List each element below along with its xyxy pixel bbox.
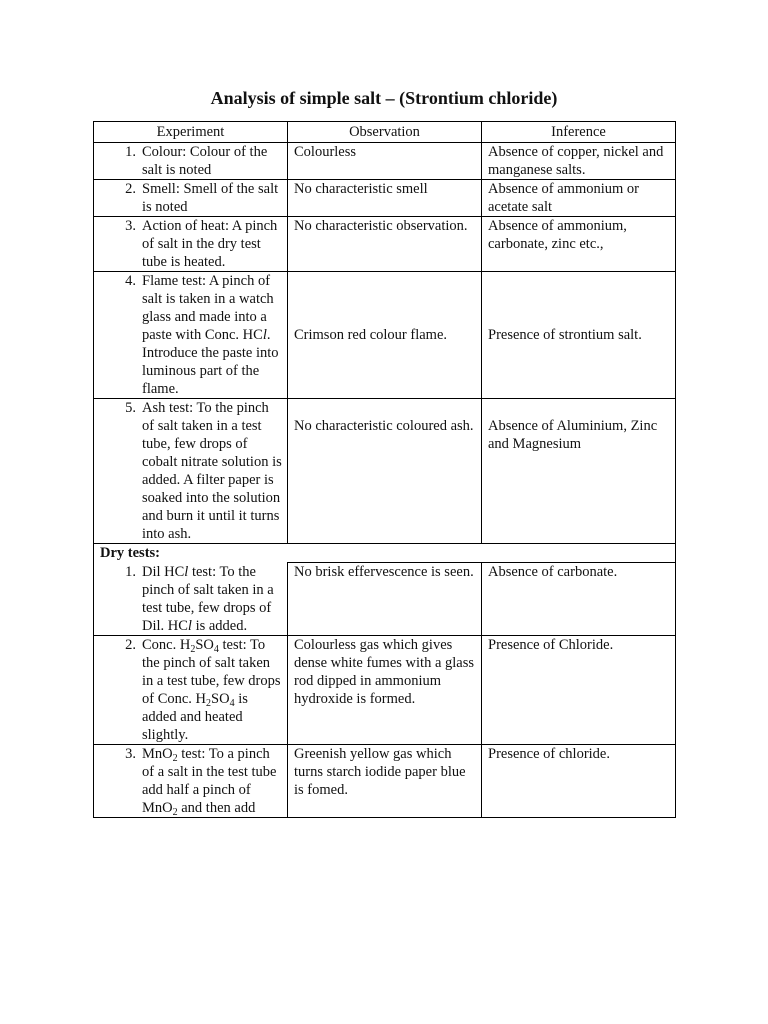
experiment-cell [94, 563, 288, 636]
inference-cell: Absence of ammonium, carbonate, zinc etc., [482, 217, 676, 272]
row-number: 2. [125, 636, 136, 653]
observation-cell: Crimson red colour flame. [288, 272, 482, 399]
row-number: 2. [125, 181, 136, 197]
inference-cell: Absence of carbonate. [482, 563, 676, 636]
observation-cell: No characteristic smell [288, 180, 482, 217]
row-number: 3. [125, 218, 136, 234]
experiment-text: Colour: Colour of the salt is noted [142, 144, 268, 178]
inference-cell: Absence of Aluminium, Zinc and Magnesium [482, 399, 676, 544]
observation-cell: Colourless [288, 143, 482, 180]
experiment-text: MnO$_2$ test: To a pinch of a salt in the test tube add half a pinch of MnO$_2$ and then add [142, 745, 277, 818]
table-row [94, 563, 676, 636]
inference-cell: Presence of strontium salt. [482, 272, 676, 399]
inference-cell: Absence of ammonium or acetate salt [482, 180, 676, 217]
experiment-text: Flame test: A pinch of salt is taken in a watch glass and made into a paste with Conc. HCl. Introduce the paste into luminous part of the flame. [142, 273, 279, 397]
row-number: 5. [125, 400, 136, 416]
table-header-row [94, 122, 676, 143]
experiment-text: Ash test: To the pinch of salt taken in a test tube, few drops of cobalt nitrate solution is added. A filter paper is soaked into the solution and burn it until it turns into ash. [142, 400, 282, 542]
table-row [94, 217, 676, 272]
observation-cell: No brisk effervescence is seen. [288, 563, 482, 636]
header-inference: Inference [482, 122, 676, 143]
header-observation: Observation [288, 122, 482, 143]
experiment-cell [94, 744, 288, 817]
experiment-cell [94, 272, 288, 399]
experiment-cell [94, 635, 288, 744]
experiment-text: Smell: Smell of the salt is noted [142, 181, 279, 215]
table-row [94, 635, 676, 744]
row-number: 3. [125, 745, 136, 762]
observation-cell: No characteristic observation. [288, 217, 482, 272]
table-row [94, 272, 676, 399]
experiment-text: Conc. $H_2SO_4$ test: To the pinch of salt taken in a test tube, few drops of Conc. $H_2SO_4$ is added and heated slightly. [142, 636, 281, 743]
observation-cell: No characteristic coloured ash. [288, 399, 482, 544]
section-row-dry-tests [94, 544, 676, 563]
experiment-cell [94, 399, 288, 544]
experiment-cell [94, 217, 288, 272]
section-heading: Dry tests: [100, 545, 160, 561]
inference-cell: Presence of Chloride. [482, 635, 676, 744]
experiment-cell [94, 143, 288, 180]
experiment-text: Dil HCl test: To the pinch of salt taken in a test tube, few drops of Dil. HCl is added. [142, 563, 274, 634]
observation-cell: Greenish yellow gas which turns starch iodide paper blue is fomed. [288, 744, 482, 817]
table-row [94, 744, 676, 817]
row-number: 4. [125, 273, 136, 289]
row-number: 1. [125, 563, 136, 580]
inference-cell: Presence of chloride. [482, 744, 676, 817]
table-row [94, 143, 676, 180]
page-title: Analysis of simple salt – (Strontium chloride) [210, 88, 558, 108]
experiment-text: Action of heat: A pinch of salt in the dry test tube is heated. [142, 218, 278, 270]
table-row [94, 180, 676, 217]
analysis-table [93, 121, 676, 818]
table-row [94, 399, 676, 544]
experiment-cell [94, 180, 288, 217]
row-number: 1. [125, 144, 136, 160]
header-experiment: Experiment [94, 122, 288, 143]
observation-cell: Colourless gas which gives dense white fumes with a glass rod dipped in ammonium hydroxide is formed. [288, 635, 482, 744]
inference-cell: Absence of copper, nickel and manganese salts. [482, 143, 676, 180]
